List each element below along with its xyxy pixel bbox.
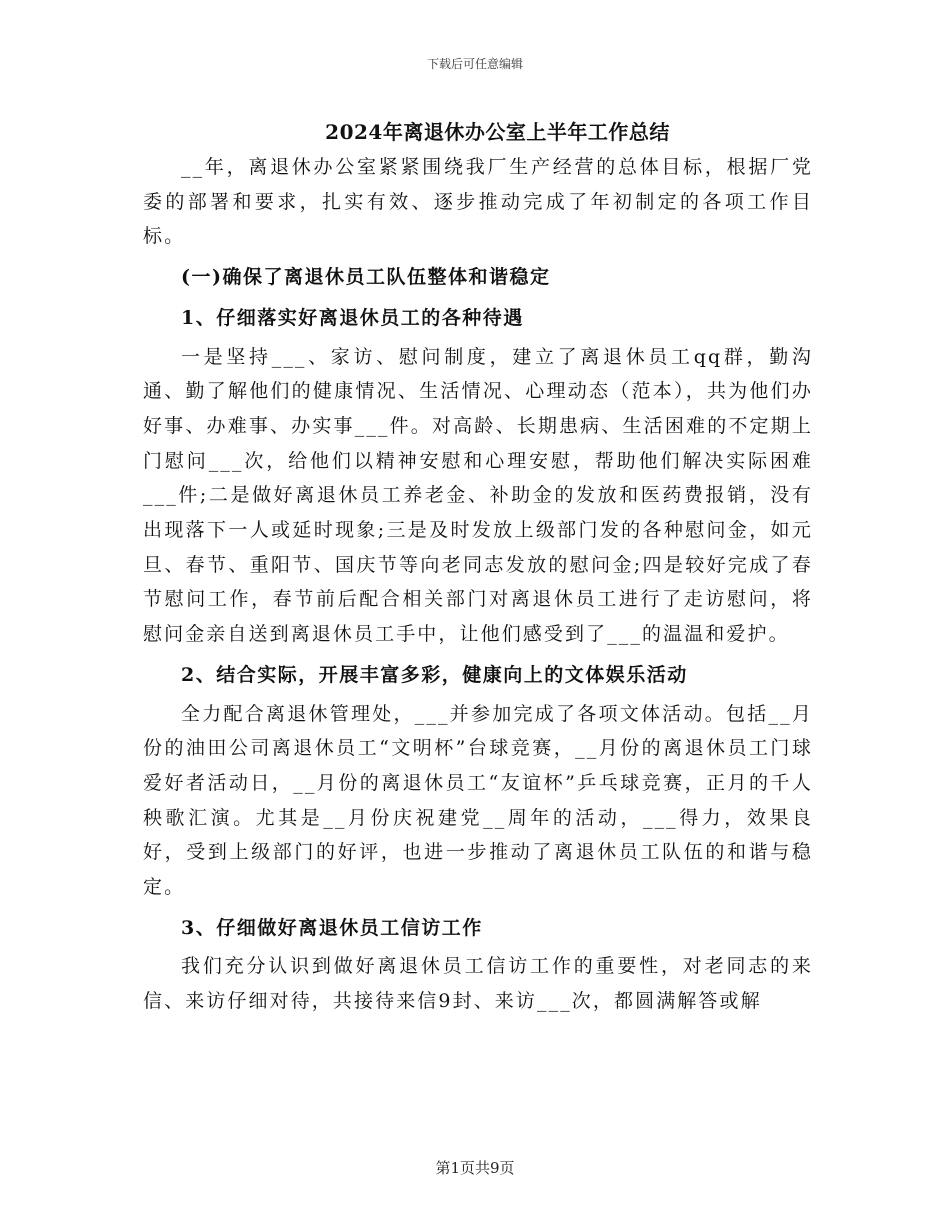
subsection-heading-3: 3、仔细做好离退休员工信访工作 (181, 916, 483, 939)
header-note: 下载后可任意编辑 (426, 57, 523, 71)
subsection-heading-1: 1、仔细落实好离退休员工的各种待遇 (181, 306, 524, 329)
document-body (143, 150, 813, 1019)
page-footer: 第1页共9页 (435, 1159, 515, 1177)
subsection-paragraph-3: 我们充分认识到做好离退休员工信访工作的重要性，对老同志的来信、来访仔细对待，共接待来信9封、来访___次，都圆满解答或解 (143, 955, 813, 1013)
subsection-heading-2: 2、结合实际，开展丰富多彩，健康向上的文体娱乐活动 (181, 663, 688, 686)
subsection-paragraph-1: 一是坚持___、家访、慰问制度，建立了离退休员工qq群，勤沟通、勤了解他们的健康情况、生活情况、心理动态（范本），共为他们办好事、办难事、办实事___件。对高龄、长期患病、生活困难的不定期上门慰问___次，给他们以精神安慰和心理安慰，帮助他们解决实际困难___件;二是做好离退休员工养老金、补助金的发放和医药费报销，没有出现落下一人或延时现象;三是及时发放上级部门发的各种慰问金，如元旦、春节、重阳节、国庆节等向老同志发放的慰问金;四是较好完成了春节慰问工作，春节前后配合相关部门对离退休员工进行了走访慰问，将慰问金亲自送到离退休员工手中，让他们感受到了___的温温和爱护。 (143, 345, 813, 646)
subsection-paragraph-2: 全力配合离退休管理处，___并参加完成了各项文体活动。包括__月份的油田公司离退休员工“文明杯”台球竞赛，__月份的离退休员工门球爱好者活动日，__月份的离退休员工“友谊杯”乒乓球竞赛，正月的千人秧歌汇演。尤其是__月份庆祝建党__周年的活动，___得力，效果良好，受到上级部门的好评，也进一步推动了离退休员工队伍的和谐与稳定。 (143, 702, 813, 899)
document-title: 2024年离退休办公室上半年工作总结 (325, 120, 670, 144)
section-heading: (一)确保了离退休员工队伍整体和谐稳定 (181, 266, 551, 289)
intro-paragraph: __年，离退休办公室紧紧围绕我厂生产经营的总体目标，根据厂党委的部署和要求，扎实有效、逐步推动完成了年初制定的各项工作目标。 (143, 156, 813, 248)
